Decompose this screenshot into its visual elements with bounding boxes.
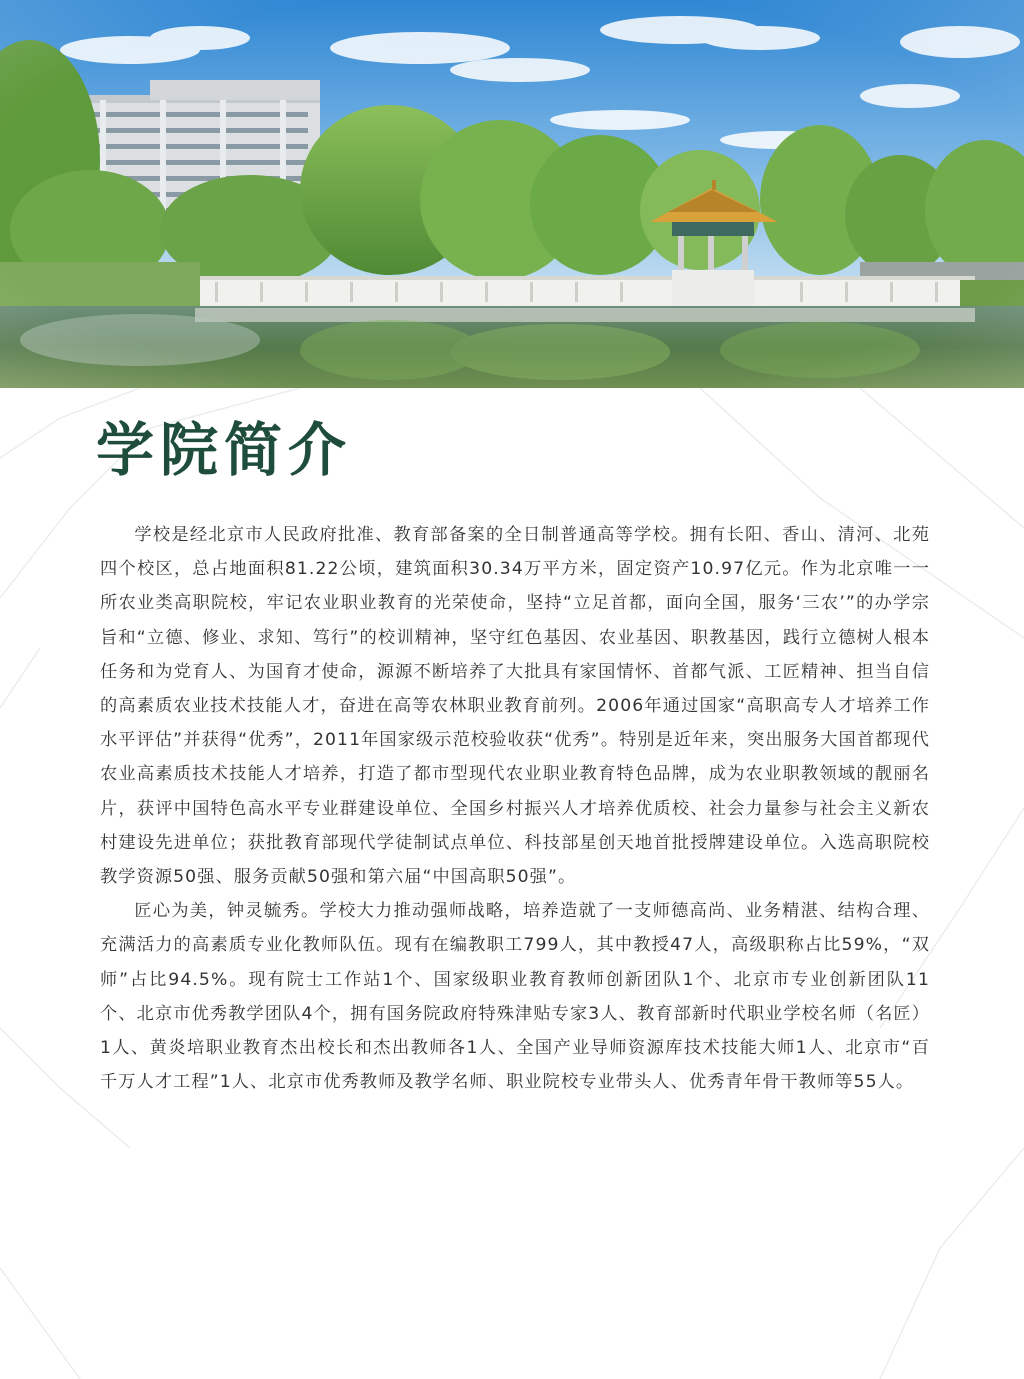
intro-body [100,518,930,1099]
page-title: 学院简介 [96,416,353,484]
faculty-paragraph: 匠心为美，钟灵毓秀。学校大力推动强师战略，培养造就了一支师德高尚、业务精湛、结构合理、充满活力的高素质专业化教师队伍。现有在编教职工799人，其中教授47人，高级职称占比59%，“双师”占比94.5%。现有院士工作站1个、国家级职业教育教师创新团队1个、北京市专业创新团队11个、北京市优秀教学团队4个，拥有国务院政府特殊津贴专家3人、教育部新时代职业学校名师（名匠）1人、黄炎培职业教育杰出校长和杰出教师各1人、全国产业导师资源库技术技能大师1人、北京市“百千万人才工程”1人、北京市优秀教师及教学名师、职业院校专业带头人、优秀青年骨干教师等55人。 [100,901,930,1093]
campus-hero-image [0,0,1024,388]
intro-paragraph: 学校是经北京市人民政府批准、教育部备案的全日制普通高等学校。拥有长阳、香山、清河、北苑四个校区，总占地面积81.22公顷，建筑面积30.34万平方米，固定资产10.97亿元。作为北京唯一一所农业类高职院校，牢记农业职业教育的光荣使命，坚持“立足首都，面向全国，服务‘三农’”的办学宗旨和“立德、修业、求知、笃行”的校训精神，坚守红色基因、农业基因、职教基因，践行立德树人根本任务和为党育人、为国育才使命，源源不断培养了大批具有家国情怀、首都气派、工匠精神、担当自信的高素质农业技术技能人才，奋进在高等农林职业教育前列。2006年通过国家“高职高专人才培养工作水平评估”并获得“优秀”，2011年国家级示范校验收获“优秀”。特别是近年来，突出服务大国首都现代农业高素质技术技能人才培养，打造了都市型现代农业职业教育特色品牌，成为农业职教领域的靓丽名片，获评中国特色高水平专业群建设单位、全国乡村振兴人才培养优质校、社会力量参与社会主义新农村建设先进单位；获批教育部现代学徒制试点单位、科技部星创天地首批授牌建设单位。入选高职院校教学资源50强、服务贡献50强和第六届“中国高职50强”。 [100,525,930,888]
